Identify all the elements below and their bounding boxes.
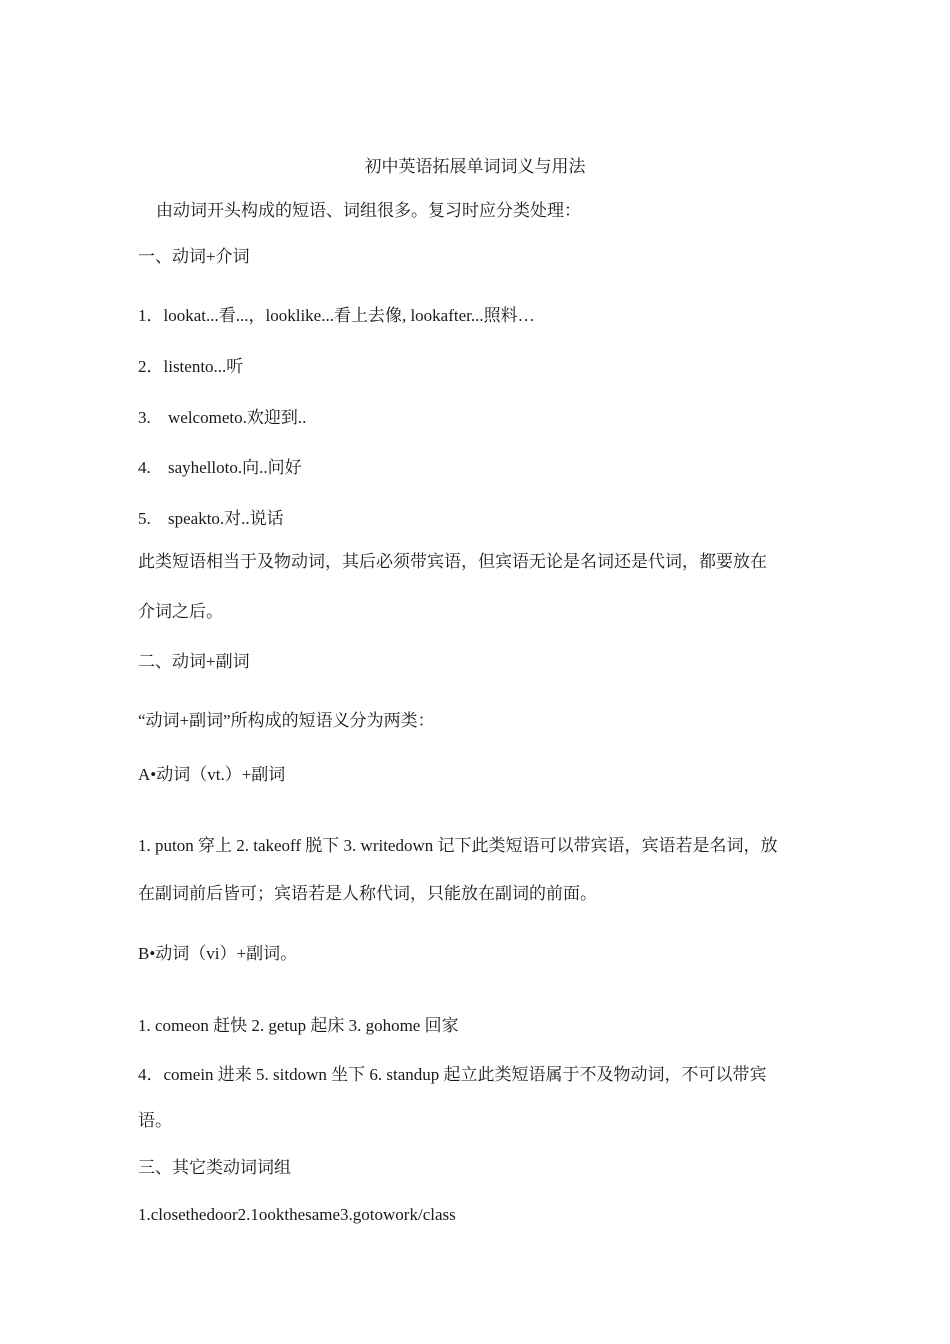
list-item-number: 3. — [138, 408, 151, 427]
list-item-2: 2．listento...听 — [138, 357, 244, 376]
subsection-a-line-2: 在副词前后皆可；宾语若是人称代词，只能放在副词的前面。 — [138, 884, 597, 903]
intro-paragraph: 由动词开头构成的短语、词组很多。复习时应分类处理： — [156, 201, 581, 220]
subsection-a-line-1: 1. puton 穿上 2. takeoff 脱下 3. writedown 记下此类短语可以带宾语，宾语若是名词，放 — [138, 836, 778, 855]
list-item-text: speakto.对..说话 — [168, 509, 284, 528]
section-heading-2: 二、动词+副词 — [138, 652, 250, 671]
section-heading-1: 一、动词+介词 — [138, 247, 250, 266]
section-heading-3: 三、其它类动词词组 — [138, 1158, 291, 1177]
document-title: 初中英语拓展单词词义与用法 — [364, 157, 586, 176]
subsection-b-line-1: 1. comeon 赶快 2. getup 起床 3. gohome 回家 — [138, 1016, 459, 1035]
list-item-5 — [138, 508, 284, 530]
subsection-b-line-2: 4．comein 进来 5. sitdown 坐下 6. standup 起立此类短语属于不及物动词，不可以带宾 — [138, 1065, 767, 1084]
list-item-1: 1．lookat...看...，looklike...看上去像, lookafter...照料… — [138, 306, 535, 325]
subsection-b-line-3: 语。 — [138, 1111, 172, 1130]
section1-note-line-2: 介词之后。 — [138, 602, 223, 621]
section1-note-line-1: 此类短语相当于及物动词，其后必须带宾语，但宾语无论是名词还是代词，都要放在 — [138, 552, 767, 571]
subsection-heading-a: A•动词（vt.）+副词 — [138, 765, 286, 784]
list-item-4 — [138, 457, 302, 479]
section2-intro: “动词+副词”所构成的短语义分为两类： — [138, 711, 435, 730]
list-item-number: 4. — [138, 458, 151, 477]
list-item-3 — [138, 407, 306, 429]
subsection-heading-b: B•动词（vi）+副词。 — [138, 944, 298, 963]
section3-line-1: 1.closethedoor2.1ookthesame3.gotowork/class — [138, 1205, 456, 1224]
list-item-text: welcometo.欢迎到.. — [168, 408, 307, 427]
list-item-text: sayhelloto.向..问好 — [168, 458, 302, 477]
list-item-number: 5. — [138, 509, 151, 528]
